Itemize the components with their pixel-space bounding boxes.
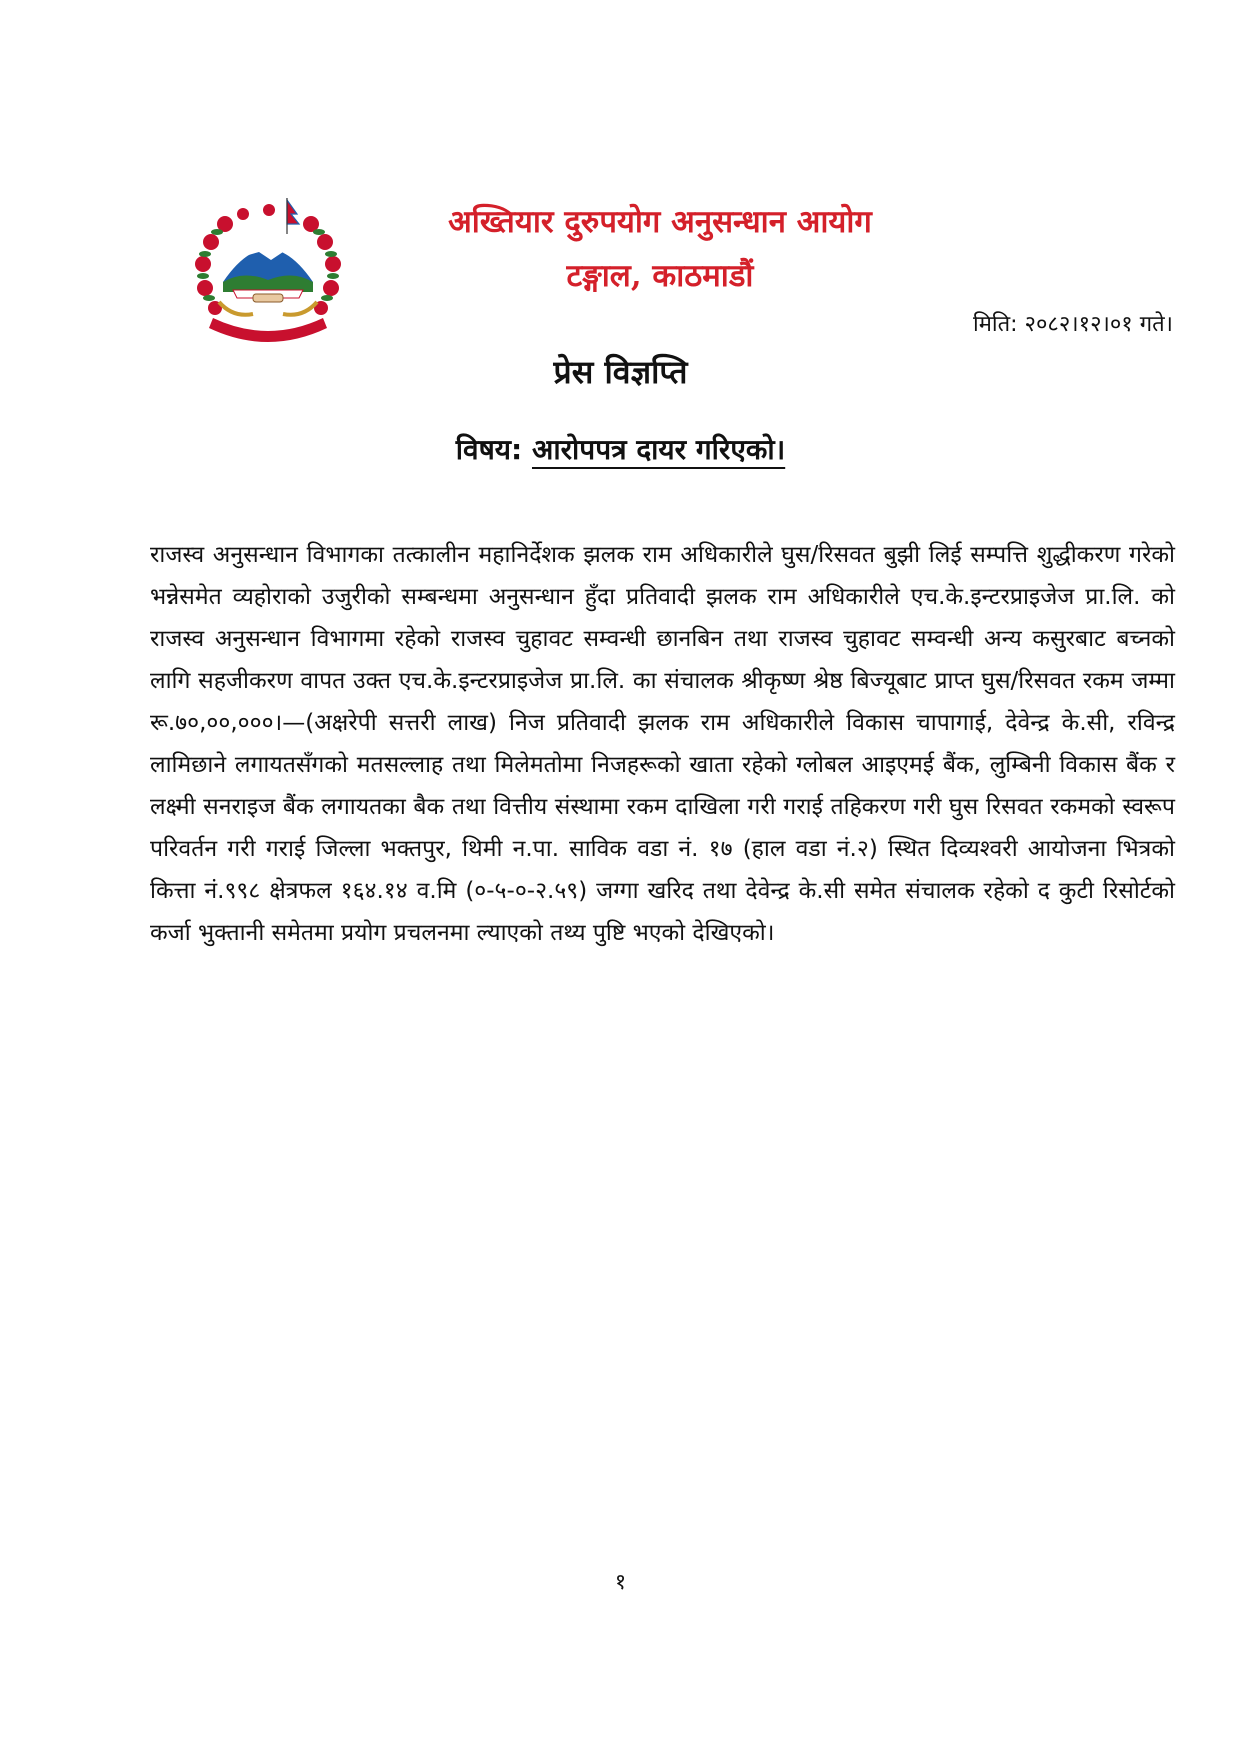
subject-text: आरोपपत्र दायर गरिएको। <box>531 433 786 466</box>
organization-name: अख्तियार दुरुपयोग अनुसन्धान आयोग <box>448 204 872 240</box>
page-number: १ <box>614 1570 627 1595</box>
subject-label: विषय: <box>455 433 523 466</box>
body-paragraph: राजस्व अनुसन्धान विभागका तत्कालीन महानिर्देशक झलक राम अधिकारीले घुस/रिसवत बुझी लिई सम्पत्ति शुद्धीकरण गरेको भन्नेसमेत व्यहोराको उजुरीको सम्बन्धमा अनुसन्धान हुँदा प्रतिवादी झलक राम अधिकारीले एच.के.इन्टरप्राइजेज प्रा.लि. को राजस्व अनुसन्धान विभागमा रहेको राजस्व चुहावट सम्वन्धी छानबिन तथा राजस्व चुहावट सम्वन्धी अन्य कसुरबाट बच्नको लागि सहजीकरण वापत उक्त एच.के.इन्टरप्राइजेज प्रा.लि. का संचालक श्रीकृष्ण श्रेष्ठ बिज्यूबाट प्राप्त घुस/रिसवत रकम जम्मा रू.७०,००,०००।—(अक्षरेपी सत्तरी लाख) निज प्रतिवादी झलक राम अधिकारीले विकास चापागाई, देवेन्द्र के.सी, रविन्द्र लामिछाने लगायतसँगको मतसल्लाह तथा मिलेमतोमा निजहरूको खाता रहेको ग्लोबल आइएमई बैंक, लुम्बिनी विकास बैंक र लक्ष्मी सनराइज बैंक लगायतका बैक तथा वित्तीय संस्थामा रकम दाखिला गरी गराई तहिकरण गरी घुस रिसवत रकमको स्वरूप परिवर्तन गरी गराई जिल्ला भक्तपुर, थिमी न.पा. साविक वडा नं. १७ (हाल वडा नं.२) स्थित दिव्यश्वरी आयोजना भित्रको कित्ता नं.९९८ क्षेत्रफल १६४.१४ व.मि (०-५-०-२.५९) जग्गा खरिद तथा देवेन्द्र के.सी समेत संचालक रहेको द कुटी रिसोर्टको कर्जा भुक्तानी समेतमा प्रयोग प्रचलनमा ल्याएको तथ्य पुष्टि भएको देखिएको। <box>150 542 1175 946</box>
subject-line <box>0 430 1241 470</box>
organization-address: टङ्गाल, काठमाडौं <box>566 258 754 294</box>
emblem-icon <box>183 194 353 354</box>
date-value: २०८२।१२।०१ गते। <box>1024 312 1173 337</box>
date-line <box>973 310 1173 340</box>
nepal-emblem <box>183 194 353 354</box>
document-title: प्रेस विज्ञप्ति <box>553 353 688 391</box>
date-label: मिति: <box>973 312 1018 337</box>
